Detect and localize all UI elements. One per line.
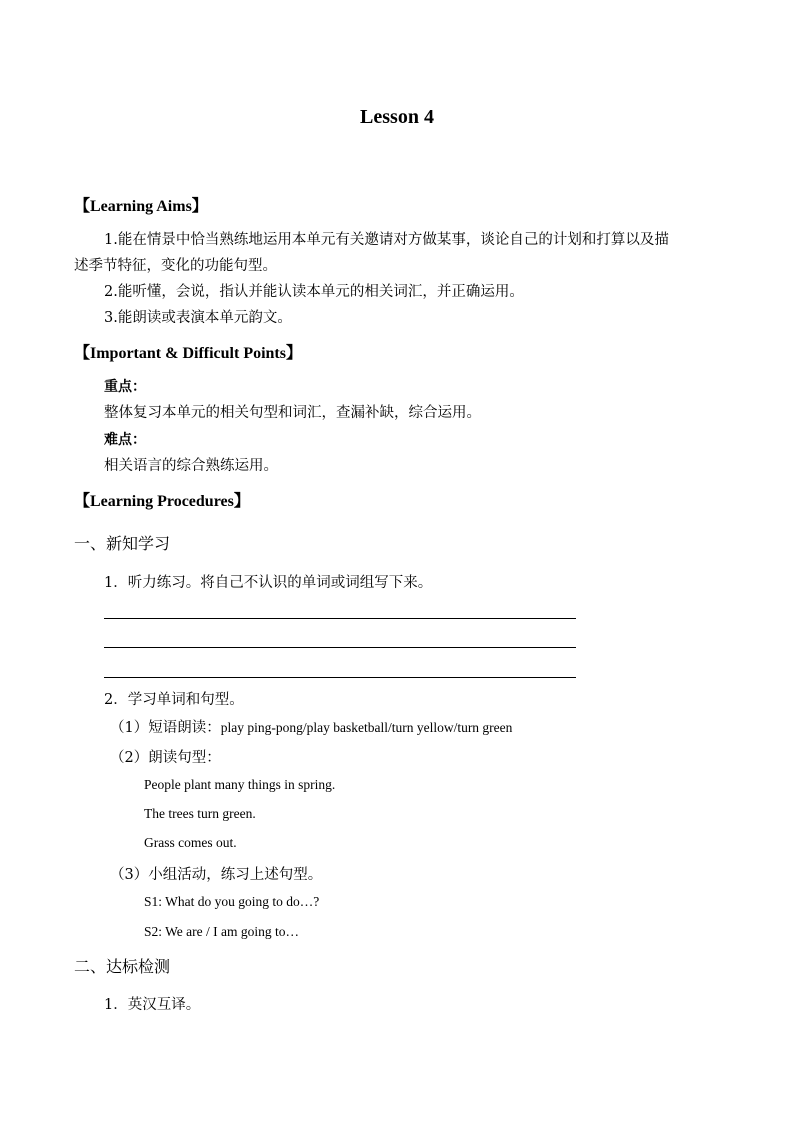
sub-item-1-label: （1）短语朗读： — [110, 720, 221, 736]
difficult-point-text: 相关语言的综合熟练运用。 — [104, 458, 278, 474]
step-2-learning: 2．学习单词和句型。 — [104, 692, 244, 708]
part2-step-1: 1．英汉互译。 — [104, 997, 201, 1013]
dialog-line-2: S2: We are / I am going to… — [144, 924, 300, 939]
sub-item-2-label: （2）朗读句型： — [110, 750, 221, 766]
sub-item-3-label: （3）小组活动，练习上述句型。 — [110, 867, 323, 883]
page-title: Lesson 4 — [360, 106, 434, 128]
key-point-text: 整体复习本单元的相关句型和词汇，查漏补缺，综合运用。 — [104, 405, 481, 421]
step-1-listening: 1．听力练习。将自己不认识的单词或词组写下来。 — [104, 575, 433, 591]
learning-aims-heading: 【Learning Aims】 — [74, 198, 208, 215]
dialog-line-1: S1: What do you going to do…? — [144, 894, 320, 909]
aim-item-2: 2.能听懂，会说，指认并能认读本单元的相关词汇，并正确运用。 — [104, 284, 524, 300]
key-point-label: 重点： — [104, 379, 146, 395]
answer-line-1[interactable] — [104, 618, 576, 619]
aim-item-3: 3.能朗读或表演本单元韵文。 — [104, 310, 292, 326]
sub-item-1-phrases: play ping-pong/play basketball/turn yellow/turn green — [220, 720, 513, 735]
sentence-2: The trees turn green. — [144, 806, 256, 821]
answer-line-2[interactable] — [104, 647, 576, 648]
sentence-1: People plant many things in spring. — [144, 777, 336, 792]
sub-item-1 — [110, 716, 512, 737]
aim-item-1-line-2: 述季节特征，变化的功能句型。 — [74, 258, 277, 274]
points-heading: 【Important & Difficult Points】 — [74, 345, 302, 362]
sentence-3: Grass comes out. — [144, 835, 237, 850]
aim-item-1-line-1: 1.能在情景中恰当熟练地运用本单元有关邀请对方做某事，谈论自己的计划和打算以及描 — [104, 232, 669, 248]
part1-heading: 一、新知学习 — [74, 534, 171, 553]
difficult-point-label: 难点： — [104, 432, 146, 448]
part2-heading: 二、达标检测 — [74, 957, 171, 976]
answer-line-3[interactable] — [104, 677, 576, 678]
procedures-heading: 【Learning Procedures】 — [74, 493, 250, 510]
